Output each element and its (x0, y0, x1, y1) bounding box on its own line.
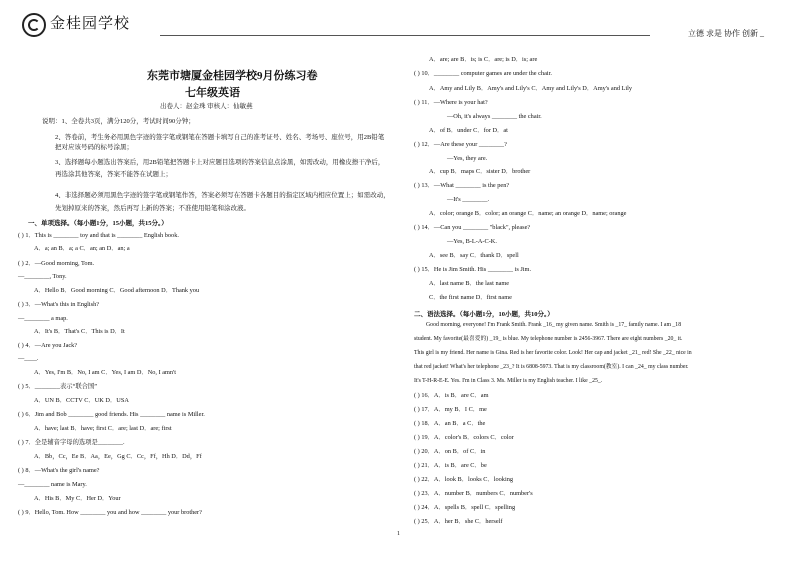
question: ( ) 11．—Where is your hat? (414, 99, 488, 106)
passage-line: It's T-H-R-E-E. Yes. I'm in Class 3. Ms. Miller is my English teacher. I like _25_. (414, 378, 603, 384)
instruction-line: 4、非选择题必须用黑色字迹的签字笔或钢笔作答，答案必须写在答题卡各题目的指定区域内相应位置上；如需改动， (55, 192, 390, 199)
options: A．see B．say C．thank D．spell (429, 252, 519, 259)
question: ( ) 22．A．look B．looks C．looking (414, 476, 514, 483)
instruction-line: 把对应该号码的标号涂黑； (55, 144, 133, 151)
question: ( ) 24．A．spells B．spell C．spelling (414, 504, 516, 511)
passage-line: student. My favorite(最喜爱的) _19_ is blue. My telephone number is 2456-3967. There are eight numbers _20_ it. (414, 336, 683, 342)
question: ( ) 13．—What ________ is the pen? (414, 182, 510, 189)
options: A．last name B．the last name (429, 280, 510, 287)
options: A．a; an B．a; a C．an; an D．an; a (34, 245, 130, 252)
instruction-line: 先划掉原来的答案，然后再写上新的答案；不准使用铅笔和涂改液。 (55, 205, 250, 212)
question-line: —Yes, they are. (447, 155, 488, 162)
question: ( ) 21．A．is B．are C．be (414, 462, 487, 469)
options: A．are; are B．is; is C．are; is D．is; are (429, 56, 538, 63)
passage-line: that red jacket! What's her telephone _23_? It is 6808-5973. That is my classroom(教室). I can _24_ my class number. (414, 364, 689, 370)
question: ( ) 15．He is Jim Smith. His ________ is Jim. (414, 266, 532, 273)
passage-line: This girl is my friend. Her name is Gina. Red is her favorite color. Look! Her cap and jacket _21_ red! She _22_ nice in (414, 350, 692, 356)
question: ( ) 12．—Are these your ________? (414, 141, 507, 148)
question: ( ) 25．A．her B．she C．herself (414, 518, 503, 525)
header-rule (160, 35, 650, 36)
question: ( ) 18．A．an B．a C．the (414, 420, 486, 427)
paper-subtitle: 七年级英语 (185, 87, 240, 99)
question: ( ) 1．This is ________ toy and that is ________ English book. (18, 232, 179, 239)
question: ( ) 20．A．on B．of C．in (414, 448, 486, 455)
question-line: —________, Tony. (18, 273, 67, 280)
question-line: —It's ________. (447, 196, 490, 203)
question: ( ) 4．—Are you Jack? (18, 342, 78, 349)
options: A．Yes, I'm B．No, I am C．Yes, I am D．No, I amn't (34, 369, 176, 376)
question: ( ) 16．A．is B．are C．am (414, 392, 489, 399)
options: A．Hello B．Good morning C．Good afternoon D．Thank you (34, 287, 200, 294)
options: A．UN B．CCTV C．UK D．USA (34, 397, 129, 404)
question-line: —________ a map. (18, 315, 68, 322)
question: ( ) 5．________表示“联合国” (18, 383, 98, 390)
question: ( ) 3．—What's this in English? (18, 301, 100, 308)
instruction-line: 3、选择题每小题选出答案后，用2B铅笔把答题卡上对应题目选项的答案信息点涂黑，如需改动，用橡皮擦干净后， (55, 159, 385, 166)
instruction-line: 2、答卷前，考生务必用黑色字迹的签字笔或钢笔在答题卡填写自己的准考证号、姓名、考场号、座位号，用2B铅笔 (55, 134, 385, 141)
question-line: —Oh, it's always ________ the chair. (447, 113, 542, 120)
question: ( ) 10．________ computer games are under the chair. (414, 70, 552, 77)
question: ( ) 7．全是辅音字母的选项是________. (18, 439, 125, 446)
question-line: —________ name is Mary. (18, 481, 87, 488)
question: ( ) 9．Hello, Tom. How ________ you and how ________ your brother? (18, 509, 202, 516)
question-line: —Yes, B-L-A-C-K. (447, 238, 497, 245)
question: ( ) 6．Jim and Bob ________ good friends. His ________ name is Miller. (18, 411, 205, 418)
paper-authors: 出卷人：赵金珠 审核人：仙敏燕 (160, 103, 253, 110)
question: ( ) 2．—Good morning, Tom. (18, 260, 95, 267)
options: A．His B．My C．Her D．Your (34, 495, 121, 502)
options: A．cup B．maps C．sister D．brother (429, 168, 531, 175)
options: A．It's B．That's C．This is D．It (34, 328, 125, 335)
question: ( ) 19．A．color's B．colors C．color (414, 434, 514, 441)
section-heading: 一、单项选择。（每小题1分，15小题，共15分。） (28, 220, 168, 227)
options: A．of B．under C．for D．at (429, 127, 508, 134)
question: ( ) 17．A．my B．I C．me (414, 406, 487, 413)
page-number: 1 (397, 531, 400, 537)
passage-line: Good morning, everyone! I'm Frank Smith. Frank _16_ my given name. Smith is _17_ family name. I am _18 (426, 322, 682, 328)
options: A．Bb，Cc，Ee B．Aa，Ee，Gg C．Cc，Ff，Hh D．Dd，Ff (34, 453, 202, 460)
instruction-line: 说明：1、全卷共3页，满分120分，考试时间90分钟； (42, 118, 195, 125)
instruction-line: 再选涂其他答案，答案不能答在试题上； (55, 171, 172, 178)
question-line: —____. (18, 355, 39, 362)
options: C．the first name D．first name (429, 294, 512, 301)
school-logo (22, 12, 130, 37)
question: ( ) 23．A．number B．numbers C．number's (414, 490, 533, 497)
options: A．color; orange B．color; an orange C．name; an orange D．name; orange (429, 210, 627, 217)
options: A．have; last B．have; first C．are; last D．are; first (34, 425, 172, 432)
logo-text: 金桂园学校 (50, 16, 131, 32)
question: ( ) 14．—Can you ________ "black", please? (414, 224, 531, 231)
paper-title: 东莞市塘厦金桂园学校9月份练习卷 (147, 70, 318, 82)
school-motto: 立德 求是 协作 创新 _ (688, 29, 764, 38)
question: ( ) 8．—What's the girl's name? (18, 467, 100, 474)
logo-icon (22, 13, 46, 37)
options: A．Amy and Lily B．Amy's and Lily's C．Amy and Lily's D．Amy's and Lily (429, 85, 633, 92)
section-heading: 二、语法选择。（每小题1分，10小题，共10分。） (414, 311, 554, 318)
